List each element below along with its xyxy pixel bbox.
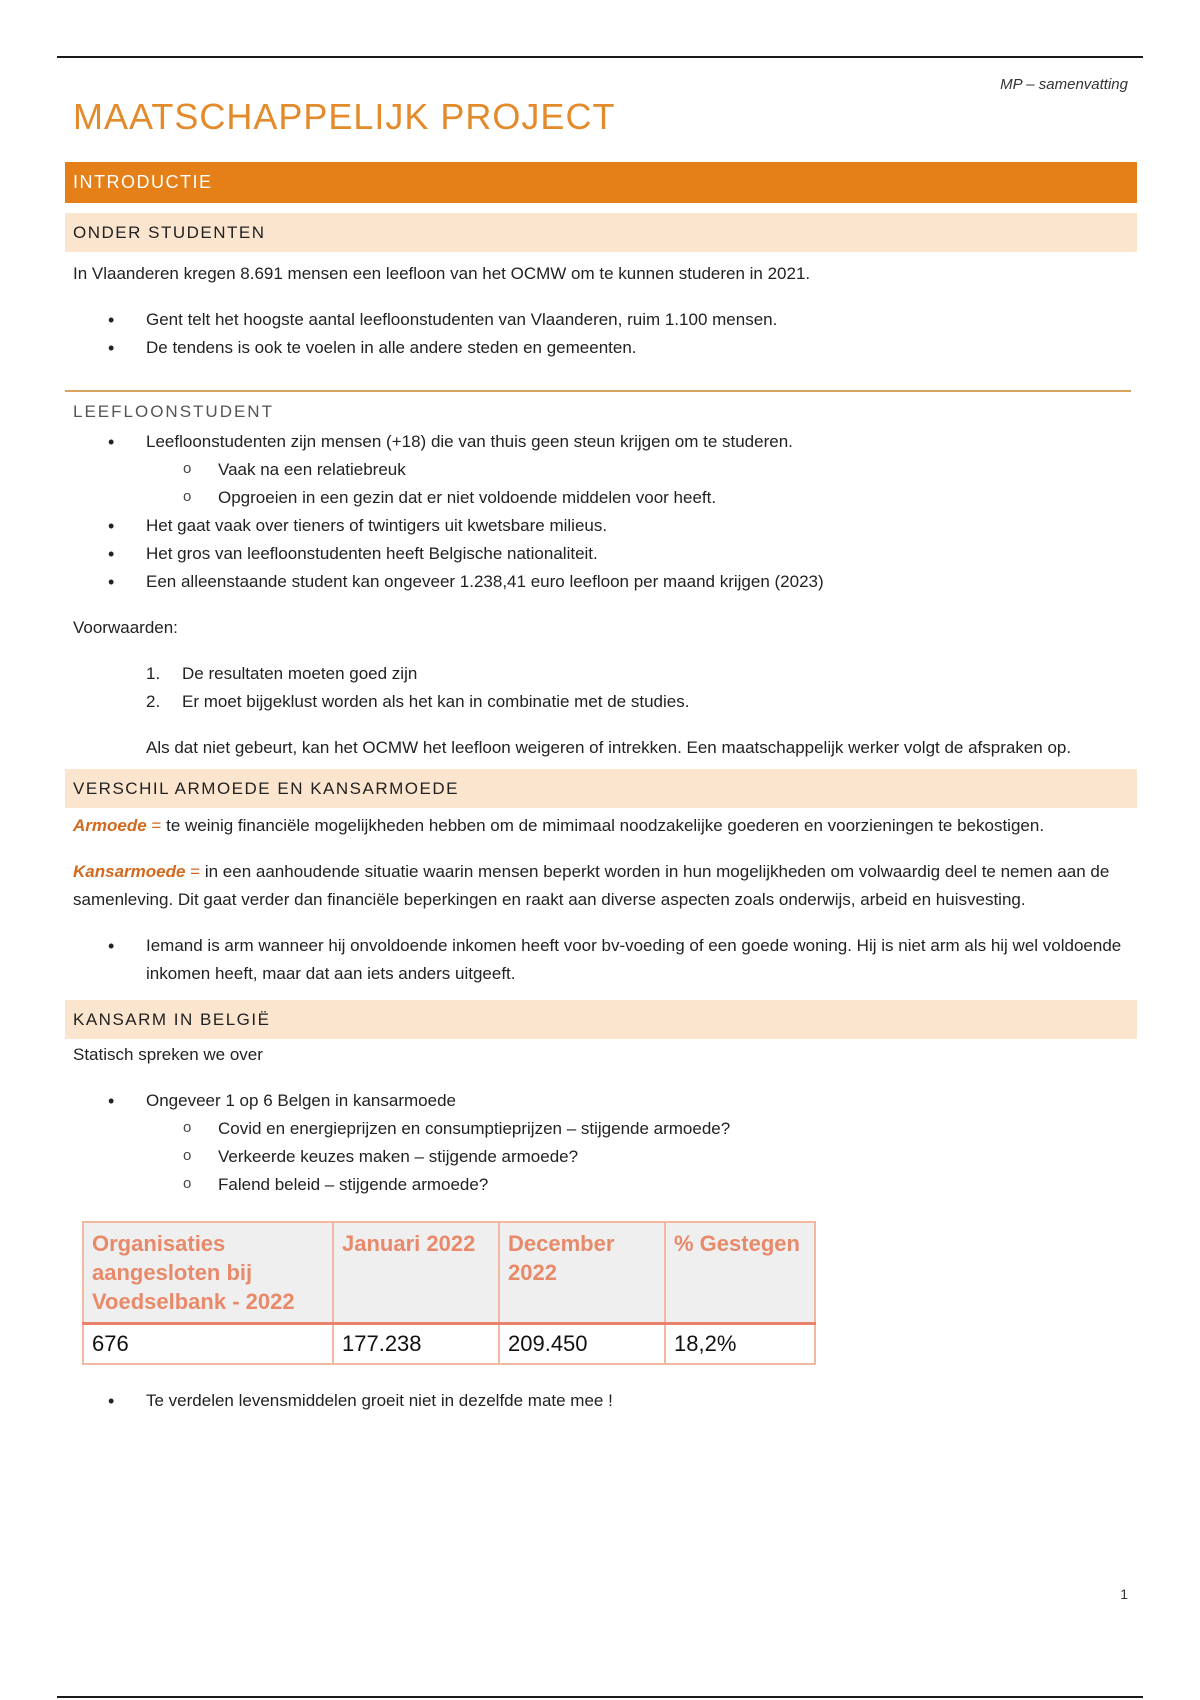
table-header-cell: Organisaties aangesloten bij Voedselbank - 2022 xyxy=(83,1222,333,1324)
list-item: • Iemand is arm wanneer hij onvoldoende inkomen heeft voor bv-voeding of een goede woning. Hij is niet arm als hij wel voldoende inkomen heeft, maar dat aan iets anders uitgeeft. xyxy=(65,932,1137,988)
conditions-note: Als dat niet gebeurt, kan het OCMW het leefloon weigeren of intrekken. Een maatschappelijk werker volgt de afspraken op. xyxy=(146,738,1072,757)
condition-text: Er moet bijgeklust worden als het kan in combinatie met de studies. xyxy=(182,692,690,711)
equals-sign: = xyxy=(151,816,162,835)
list-kansarm xyxy=(65,1087,1137,1199)
voedselbank-table xyxy=(82,1221,816,1365)
list-item: • Een alleenstaande student kan ongeveer 1.238,41 euro leefloon per maand krijgen (2023) xyxy=(65,568,1137,596)
definition-kansarmoede xyxy=(65,858,1137,914)
table-cell: 209.450 xyxy=(499,1324,665,1365)
document-title: MAATSCHAPPELIJK PROJECT xyxy=(73,96,616,137)
table-header-cell: Januari 2022 xyxy=(333,1222,499,1324)
list-item: • Ongeveer 1 op 6 Belgen in kansarmoede xyxy=(65,1087,1137,1115)
sub-list-item: o Falend beleid – stijgende armoede? xyxy=(65,1171,1137,1199)
table-cell: 676 xyxy=(83,1324,333,1365)
term-armoede: Armoede xyxy=(73,816,147,835)
table-header-row xyxy=(83,1222,815,1324)
list-leefloonstudent xyxy=(65,428,1137,596)
paragraph-onder-studenten: In Vlaanderen kregen 8.691 mensen een leefloon van het OCMW om te kunnen studeren in 2021. xyxy=(73,264,811,283)
list-verschil xyxy=(65,932,1137,988)
list-item: • Gent telt het hoogste aantal leefloonstudenten van Vlaanderen, ruim 1.100 mensen. xyxy=(65,306,1137,334)
table-row xyxy=(83,1324,815,1365)
condition-number: 1. xyxy=(146,664,161,683)
list-after-table xyxy=(65,1387,1137,1415)
list-item: • Leefloonstudenten zijn mensen (+18) die van thuis geen steun krijgen om te studeren. xyxy=(65,428,1137,456)
list-item: • De tendens is ook te voelen in alle andere steden en gemeenten. xyxy=(65,334,1137,362)
equals-sign: = xyxy=(190,862,201,881)
conditions-label: Voorwaarden: xyxy=(73,618,178,637)
document-body xyxy=(65,162,1137,1415)
top-rule xyxy=(57,56,1143,58)
list-item: • Het gaat vaak over tieners of twintigers uit kwetsbare milieus. xyxy=(65,512,1137,540)
condition-item xyxy=(65,660,1137,688)
sub-list-item: o Vaak na een relatiebreuk xyxy=(65,456,1137,484)
sub-list-item: o Covid en energieprijzen en consumptieprijzen – stijgende armoede? xyxy=(65,1115,1137,1143)
paragraph-statisch: Statisch spreken we over xyxy=(73,1045,263,1064)
heading-leefloonstudent: LEEFLOONSTUDENT xyxy=(65,390,1131,426)
running-header: MP – samenvatting xyxy=(1000,76,1128,93)
heading-kansarm-belgie: KANSARM IN BELGIË xyxy=(65,1000,1137,1039)
table-header-cell: % Gestegen xyxy=(665,1222,815,1324)
table-cell: 18,2% xyxy=(665,1324,815,1365)
heading-verschil: VERSCHIL ARMOEDE EN KANSARMOEDE xyxy=(65,769,1137,808)
heading-introductie: INTRODUCTIE xyxy=(65,162,1137,203)
definition-text: te weinig financiële mogelijkheden hebben om de mimimaal noodzakelijke goederen en voorzieningen te bekostigen. xyxy=(166,816,1045,835)
term-kansarmoede: Kansarmoede xyxy=(73,862,186,881)
condition-text: De resultaten moeten goed zijn xyxy=(182,664,418,683)
table-header-cell: December 2022 xyxy=(499,1222,665,1324)
sub-list-item: o Opgroeien in een gezin dat er niet voldoende middelen voor heeft. xyxy=(65,484,1137,512)
definition-armoede xyxy=(65,812,1137,840)
list-onder-studenten xyxy=(65,306,1137,362)
table-cell: 177.238 xyxy=(333,1324,499,1365)
conditions-list xyxy=(65,660,1137,716)
bottom-rule xyxy=(57,1696,1143,1698)
definition-text: in een aanhoudende situatie waarin mensen beperkt worden in hun mogelijkheden om volwaardig deel te nemen aan de samenleving. Dit gaat verder dan financiële beperkingen en raakt aan diverse aspecten zoals onderwijs, arbeid en huisvesting. xyxy=(73,862,1110,909)
list-item: • Te verdelen levensmiddelen groeit niet in dezelfde mate mee ! xyxy=(65,1387,1137,1415)
list-item: • Het gros van leefloonstudenten heeft Belgische nationaliteit. xyxy=(65,540,1137,568)
condition-number: 2. xyxy=(146,692,161,711)
page-number: 1 xyxy=(1120,1586,1128,1602)
condition-item xyxy=(65,688,1137,716)
heading-onder-studenten: ONDER STUDENTEN xyxy=(65,213,1137,252)
sub-list-item: o Verkeerde keuzes maken – stijgende armoede? xyxy=(65,1143,1137,1171)
